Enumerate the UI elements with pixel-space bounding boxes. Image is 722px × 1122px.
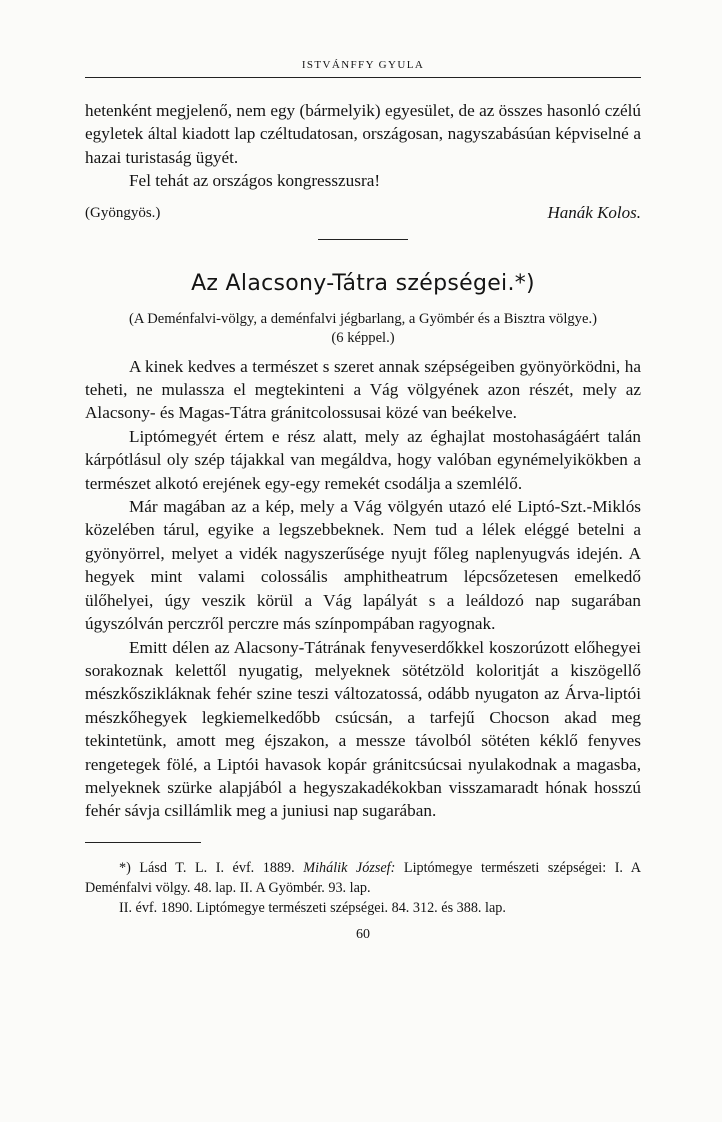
footnote-rule xyxy=(85,842,201,843)
footnote-1-rest: Liptómegye természeti szépségei: I. A Deménfalvi völgy. 48. lap. II. A Gyömbér. 93. lap. xyxy=(85,859,641,896)
intro-paragraph: hetenként megjelenő, nem egy (bármelyik) egyesület, de az összes hasonló czélú egyletek által kiadott lap czéltudatosan, országosan, nagyszabásúan képviselné a hazai turistaság ügyét. xyxy=(85,101,641,167)
footnote-2: II. évf. 1890. Liptómegye természeti szépségei. 84. 312. és 388. lap. xyxy=(119,899,506,916)
page-number: 60 xyxy=(356,926,370,942)
pictures-note: (6 képpel.) xyxy=(331,329,395,346)
article-title: Az Alacsony-Tátra szépségei.*) xyxy=(191,270,535,296)
footnote-1-text: *) Lásd T. L. I. évf. 1889. xyxy=(119,859,304,876)
article-body xyxy=(85,355,641,823)
article-paragraph: Már magában az a kép, mely a Vág völgyén utazó elé Liptó-Szt.-Miklós közelében tárul, egyike a legszebbeknek. Nem tud a lélek eléggé betelni a gyönyörrel, melyet a vidék nagyszerűsége nyujt főleg naplenyugvás idején. A hegyek mint valami colossális amphitheatrum lépcsőzetesen emelkedő ülőhelyei, úgy veszik körül a Vág lapályát s a leáldozó nap sugarában úgyszólván perczről perczre más színpompában ragyognak. xyxy=(85,497,641,634)
article-paragraph: Liptómegyét értem e rész alatt, mely az éghajlat mostohaságáért talán kárpótlásul oly szép tájakkal van megáldva, hogy valóban egynémelyikökben a természet alkotó erejének egy-egy remekét csodálja a szemlélő. xyxy=(85,426,641,493)
article-subtitle: (A Deménfalvi-völgy, a deménfalvi jégbarlang, a Gyömbér és a Bisztra völgye.) xyxy=(129,310,597,327)
running-head: ISTVÁNFFY GYULA xyxy=(301,59,425,71)
header-rule xyxy=(85,77,641,78)
article-paragraph: A kinek kedves a természet s szeret annak szépségeiben gyönyörködni, ha teheti, ne mulassza el megtekinteni a Vág völgyének azon részét, mely az Alacsony- és Magas-Tátra gránitcolossusai közé van beékelve. xyxy=(85,356,641,423)
article-paragraph: Emitt délen az Alacsony-Tátrának fenyveserdőkkel koszorúzott előhegyei sorakoznak kelettől nyugatig, melyeknek sötétzöld koloritját a kiszögellő mészkőszikláknak fehér szine teszi változatossá, odább nyugaton az Árva-liptói mészkőhegyek legkiemelkedőbb csúcsán, a tarfejű Chocson akad meg tekintetünk, amott meg éjszakon, a messze távolból sötéten kéklő fenyves rengetegek fölé, a Liptói havasok kopár gránitcsúcsai nyulakodnak a magasba, melyeknek szürke alapjából a hegyszakadékokban visszamaradt hónak hosszú fehér sávja csillámlik meg a juniusi nap sugarában. xyxy=(85,637,641,821)
intro-exclamation: Fel tehát az országos kongresszusra! xyxy=(129,171,381,191)
footnotes xyxy=(85,858,641,918)
footnote-1 xyxy=(85,858,641,898)
signature-line xyxy=(85,203,641,223)
section-divider xyxy=(318,239,408,240)
page xyxy=(85,58,641,944)
footnote-author: Mihálik József: xyxy=(303,859,396,876)
signature-place: (Gyöngyös.) xyxy=(85,204,161,221)
signature-author: Hanák Kolos. xyxy=(547,202,641,222)
